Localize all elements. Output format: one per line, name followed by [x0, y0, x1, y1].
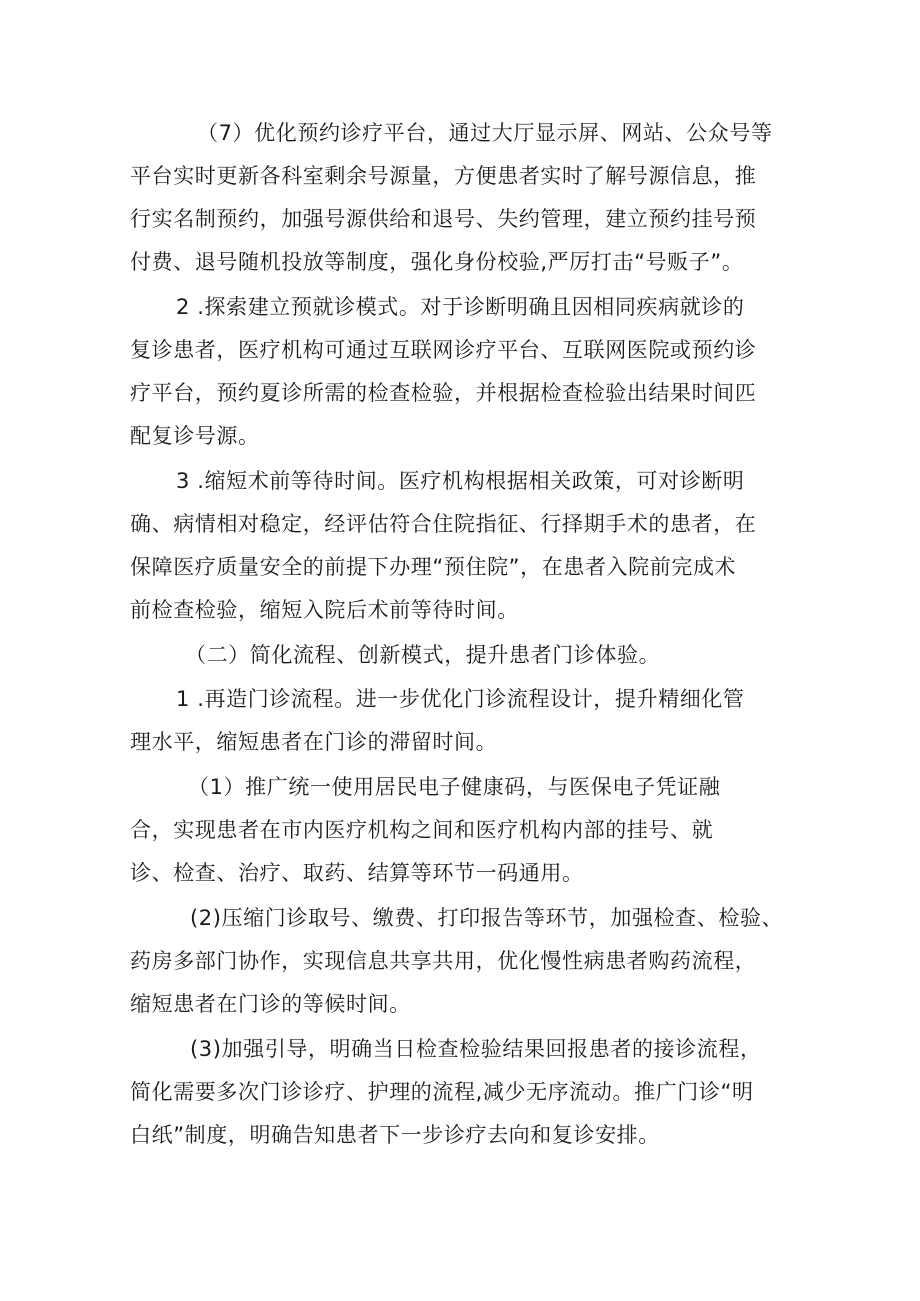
- text-line: 简化需要多次门诊诊疗、护理的流程,减少无序流动。推广门诊“明: [130, 1080, 754, 1104]
- text-line: 行实名制预约，加强号源供给和退号、失约管理，建立预约挂号预: [130, 207, 757, 231]
- text-line: 合，实现患者在市内医疗机构之间和医疗机构内部的挂号、就: [130, 818, 714, 842]
- text-line: (2)压缩门诊取号、缴费、打印报告等环节，加强检查、检验、: [190, 906, 784, 930]
- text-line: 付费、退号随机投放等制度，强化身份校验,严厉打击“号贩子”。: [130, 250, 744, 274]
- text-line: （7）优化预约诊疗平台，通过大厅显示屏、网站、公众号等: [197, 121, 773, 145]
- text-line: 理水平，缩短患者在门诊的滞留时间。: [130, 730, 498, 754]
- text-line: 2 .探索建立预就诊模式。对于诊断明确且因相同疾病就诊的: [176, 295, 745, 319]
- text-line: 1 .再造门诊流程。进一步优化门诊流程设计，提升精细化管: [176, 687, 745, 711]
- text-line: 保障医疗质量安全的前提下办理“预住院”，在患者入院前完成术: [130, 555, 737, 579]
- text-line: 复诊患者，医疗机构可通过互联网诊疗平台、互联网医院或预约诊: [130, 338, 757, 362]
- text-line: 疗平台，预约夏诊所需的检查检验，并根据检查检验出结果时间匹: [130, 381, 757, 405]
- text-line: 配复诊号源。: [130, 424, 260, 448]
- section-heading-text: （二）简化流程、创新模式，提升患者门诊体验。: [185, 643, 661, 667]
- text-line: 药房多部门协作，实现信息共享共用，优化慢性病患者购药流程，: [130, 949, 757, 973]
- text-line: 确、病情相对稳定，经评估符合住院指征、行择期手术的患者，在: [130, 512, 757, 536]
- text-line: 诊、检查、治疗、取药、结算等环节一码通用。: [130, 861, 584, 885]
- text-line: 缩短患者在门诊的等候时间。: [130, 992, 411, 1016]
- text-line: 白纸”制度，明确告知患者下一步诊疗去向和复诊安排。: [130, 1123, 660, 1147]
- text-line: 3 .缩短术前等待时间。医疗机构根据相关政策，可对诊断明: [176, 469, 745, 493]
- text-line: (3)加强引导，明确当日检查检验结果回报患者的接诊流程，: [190, 1037, 762, 1061]
- text-line: 平台实时更新各科室剩余号源量，方便患者实时了解号源信息，推: [130, 164, 757, 188]
- text-line: 前检查检验，缩短入院后术前等待时间。: [130, 598, 519, 622]
- text-line: （1）推广统一使用居民电子健康码，与医保电子凭证融: [188, 775, 721, 799]
